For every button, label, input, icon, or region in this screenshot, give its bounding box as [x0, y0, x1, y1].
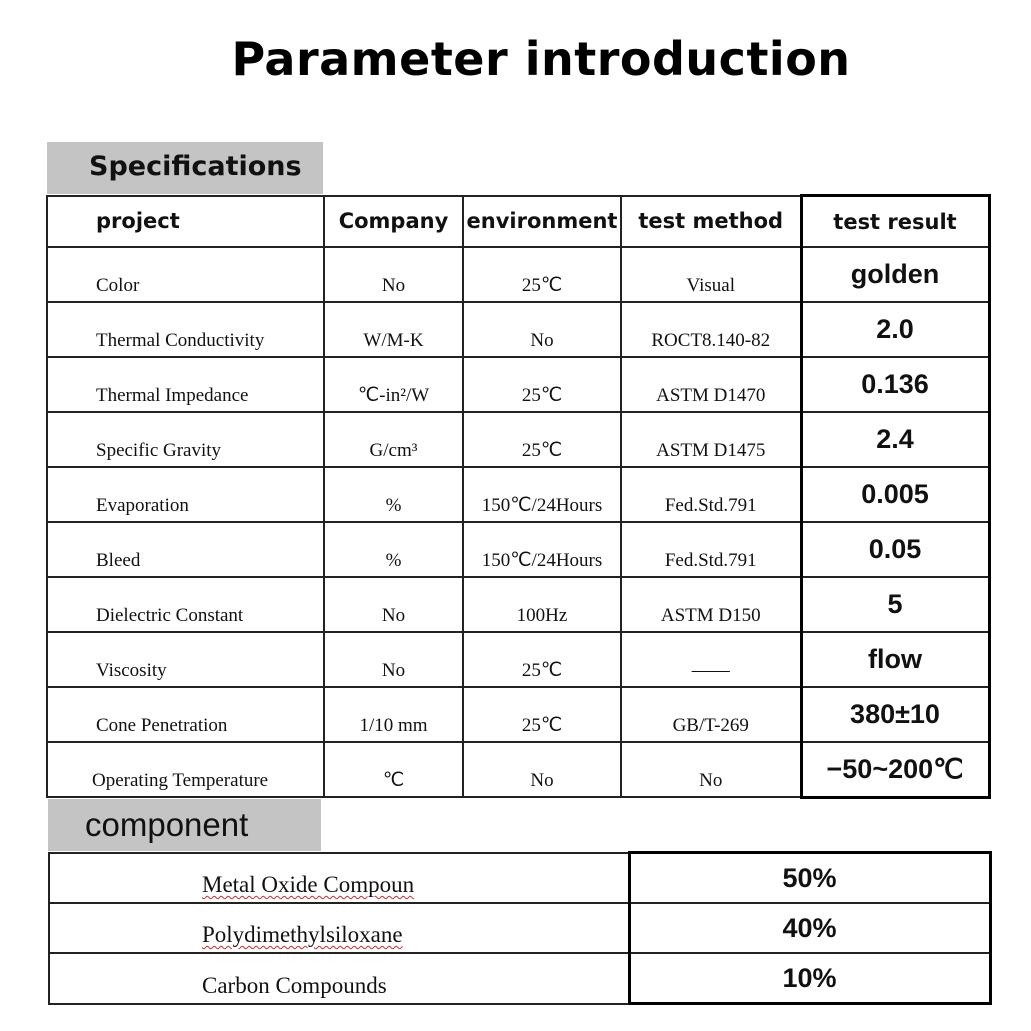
environment-cell: 25℃	[463, 412, 621, 467]
project-cell: Viscosity	[47, 632, 324, 687]
company-cell: G/cm³	[324, 412, 463, 467]
project-cell: Thermal Impedance	[47, 357, 324, 412]
result-cell: flow	[801, 632, 989, 687]
table-row	[47, 687, 989, 742]
company-cell: No	[324, 247, 463, 302]
method-cell: Visual	[621, 247, 801, 302]
method-cell: No	[621, 742, 801, 797]
page-title: Parameter introduction	[231, 32, 851, 86]
method-cell: ROCT8.140-82	[621, 302, 801, 357]
method-cell: ASTM D150	[621, 577, 801, 632]
header-test-method: test method	[621, 196, 801, 248]
component-percent-cell: 50%	[629, 853, 990, 904]
method-cell: ASTM D1470	[621, 357, 801, 412]
component-table	[48, 851, 992, 1005]
project-cell: Color	[47, 247, 324, 302]
environment-cell: 150℃/24Hours	[463, 467, 621, 522]
component-name: Polydimethylsiloxane	[202, 922, 403, 947]
header-environment: environment	[463, 196, 621, 248]
table-row	[47, 247, 989, 302]
component-name-cell	[49, 903, 629, 953]
component-name: Metal Oxide Compoun	[202, 872, 415, 897]
company-cell: %	[324, 467, 463, 522]
table-row	[47, 742, 989, 797]
environment-cell: 100Hz	[463, 577, 621, 632]
environment-cell: No	[463, 302, 621, 357]
project-cell: Dielectric Constant	[47, 577, 324, 632]
table-row	[47, 522, 989, 577]
result-cell: −50~200℃	[801, 742, 989, 797]
project-cell: Evaporation	[47, 467, 324, 522]
environment-cell: 25℃	[463, 687, 621, 742]
environment-cell: 25℃	[463, 357, 621, 412]
company-cell: ℃-in²/W	[324, 357, 463, 412]
environment-cell: No	[463, 742, 621, 797]
method-cell: ASTM D1475	[621, 412, 801, 467]
header-company: Company	[324, 196, 463, 248]
company-cell: ℃	[324, 742, 463, 797]
result-cell: 380±10	[801, 687, 989, 742]
table-row	[47, 577, 989, 632]
method-cell: Fed.Std.791	[621, 522, 801, 577]
method-cell: ——	[621, 632, 801, 687]
project-cell: Cone Penetration	[47, 687, 324, 742]
component-percent-cell: 40%	[629, 903, 990, 953]
specifications-heading: Specifications	[47, 142, 323, 194]
component-heading: component	[48, 799, 321, 851]
project-cell: Bleed	[47, 522, 324, 577]
result-cell: 2.4	[801, 412, 989, 467]
table-row	[47, 302, 989, 357]
result-cell: golden	[801, 247, 989, 302]
company-cell: No	[324, 577, 463, 632]
table-row	[47, 357, 989, 412]
method-cell: GB/T-269	[621, 687, 801, 742]
project-cell: Thermal Conductivity	[47, 302, 324, 357]
company-cell: 1/10 mm	[324, 687, 463, 742]
result-cell: 0.05	[801, 522, 989, 577]
component-name: Carbon Compounds	[202, 972, 387, 998]
environment-cell: 25℃	[463, 632, 621, 687]
result-cell: 0.136	[801, 357, 989, 412]
result-cell: 5	[801, 577, 989, 632]
header-project: project	[47, 196, 324, 248]
table-row	[49, 853, 990, 904]
table-row	[47, 412, 989, 467]
table-header-row	[47, 196, 989, 248]
table-row	[47, 467, 989, 522]
specifications-table	[46, 194, 991, 799]
company-cell: %	[324, 522, 463, 577]
component-percent-cell: 10%	[629, 953, 990, 1004]
result-cell: 2.0	[801, 302, 989, 357]
environment-cell: 25℃	[463, 247, 621, 302]
company-cell: W/M-K	[324, 302, 463, 357]
component-name-cell	[49, 953, 629, 1004]
table-row	[49, 903, 990, 953]
project-cell: Specific Gravity	[47, 412, 324, 467]
table-row	[49, 953, 990, 1004]
environment-cell: 150℃/24Hours	[463, 522, 621, 577]
company-cell: No	[324, 632, 463, 687]
component-name-cell	[49, 853, 629, 904]
project-cell: Operating Temperature	[47, 742, 324, 797]
result-cell: 0.005	[801, 467, 989, 522]
header-test-result: test result	[801, 196, 989, 248]
method-cell: Fed.Std.791	[621, 467, 801, 522]
table-row	[47, 632, 989, 687]
